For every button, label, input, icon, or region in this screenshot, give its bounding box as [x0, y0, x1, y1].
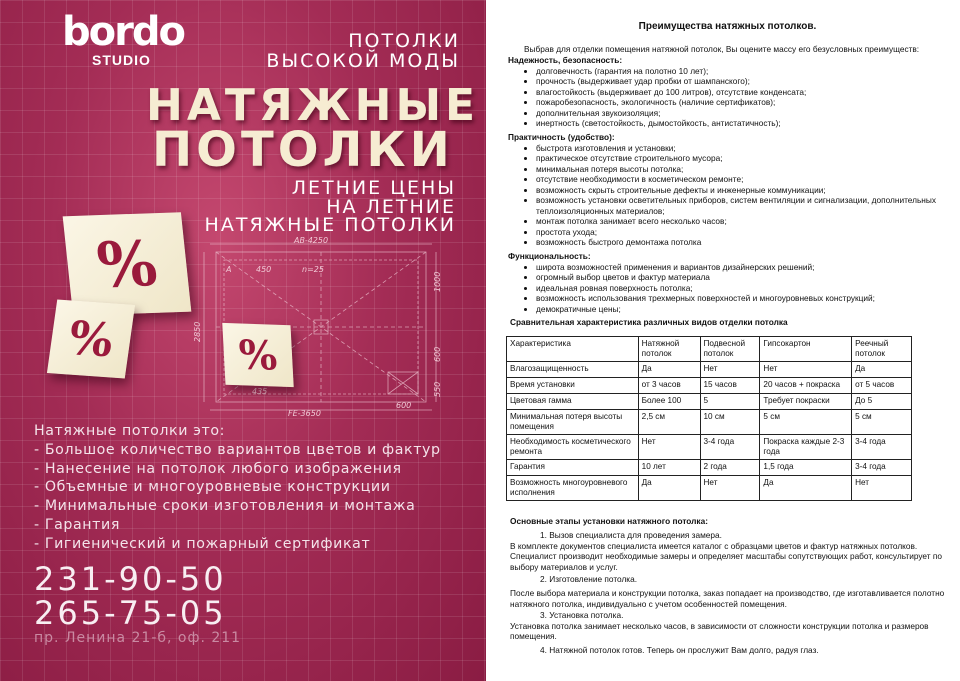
list-item: • возможность быстрого демонтажа потолка	[536, 237, 948, 248]
table-cell: 5 см	[852, 410, 912, 435]
section-reliability	[508, 55, 955, 129]
headline-line-1: НАТЯЖНЫЕ	[146, 80, 480, 131]
step-4	[510, 645, 945, 656]
plan-label-600v: 600	[433, 346, 442, 362]
table-cell: 3-4 года	[700, 435, 760, 460]
comparison-table	[506, 336, 912, 501]
table-cell: Нет	[852, 476, 912, 501]
table-cell: Да	[852, 362, 912, 378]
table-cell: Нет	[700, 476, 760, 501]
plan-label-fe: FE-3650	[288, 409, 321, 417]
section-practicality	[508, 132, 948, 248]
table-cell: Да	[638, 476, 700, 501]
table-header-cell: Гипсокартон	[760, 337, 852, 362]
list-item: • демократичные цены;	[536, 304, 955, 315]
feature-item: - Большое количество вариантов цветов и фактур	[34, 441, 441, 458]
tagline-line-1: ПОТОЛКИ	[348, 30, 460, 52]
table-cell: Нет	[700, 362, 760, 378]
table-header-cell: Натяжной потолок	[638, 337, 700, 362]
steps-list	[510, 530, 945, 572]
table-cell: 10 см	[700, 410, 760, 435]
document-intro: Выбрав для отделки помещения натяжной потолок, Вы оцените массу его безусловных преимуществ:	[524, 44, 920, 54]
table-row	[507, 394, 912, 410]
subheadline-line-1: ЛЕТНИЕ ЦЕНЫ	[291, 177, 456, 199]
table-header-row	[507, 337, 912, 362]
list-item: • пожаробезопасность, экологичность (наличие сертификатов);	[536, 97, 955, 108]
subheadline-line-2: НА ЛЕТНИЕ	[326, 196, 456, 218]
list-item: • монтаж потолка занимает всего несколько часов;	[536, 216, 948, 227]
table-cell: от 3 часов	[638, 378, 700, 394]
phone-number-2: 265-75-05	[34, 594, 227, 632]
percent-paper-large: %	[63, 212, 192, 316]
table-cell: Более 100	[638, 394, 700, 410]
table-cell: Да	[760, 476, 852, 501]
step-text: В комплекте документов специалиста имеется каталог с образцами цветов и фактур натяжных потолков. Специалист производит необходимые замеры и определяет масштабы сопутствующих работ, консультирует по выбору материалов и услуг.	[510, 540, 942, 572]
features-list	[34, 422, 441, 554]
table-cell: Нет	[760, 362, 852, 378]
list-item: • возможность скрыть строительные дефекты и инженерные коммуникации;	[536, 185, 948, 196]
plan-label-1000: 1000	[433, 271, 442, 292]
plan-label-435: 435	[252, 387, 268, 396]
step-3	[510, 610, 945, 642]
table-cell: 3-4 года	[852, 460, 912, 476]
plan-label-600: 600	[396, 401, 412, 410]
table-cell: Влагозащищенность	[507, 362, 639, 378]
list-item: • быстрота изготовления и установки;	[536, 143, 948, 154]
step-text: Установка потолка занимает несколько часов, в зависимости от сложности конструкции потолка и размеров помещения.	[510, 620, 929, 641]
list-item: • инертность (светостойкость, дымостойкость, антистатичность);	[536, 118, 955, 129]
table-row	[507, 435, 912, 460]
table-cell: 5	[700, 394, 760, 410]
features-heading: Натяжные потолки это:	[34, 423, 226, 439]
feature-item: - Гарантия	[34, 516, 120, 533]
table-cell: 1,5 года	[760, 460, 852, 476]
table-row	[507, 410, 912, 435]
feature-item: - Объемные и многоуровневые конструкции	[34, 479, 391, 496]
section-functionality	[508, 251, 955, 314]
table-cell: Гарантия	[507, 460, 639, 476]
step-2-text	[510, 588, 945, 609]
brand-logo-sub: STUDIO	[92, 52, 151, 68]
percent-paper-right: %	[222, 323, 293, 387]
plan-label-ab: AB-4250	[294, 236, 329, 245]
plan-label-550: 550	[433, 381, 442, 397]
table-cell: Цветовая гамма	[507, 394, 639, 410]
table-cell: Необходимость косметического ремонта	[507, 435, 639, 460]
percent-paper-left: %	[47, 300, 135, 379]
section-heading: Функциональность:	[508, 251, 591, 261]
table-cell: Нет	[638, 435, 700, 460]
table-cell: 2 года	[700, 460, 760, 476]
table-cell: 5 см	[760, 410, 852, 435]
table-row	[507, 460, 912, 476]
table-cell: До 5	[852, 394, 912, 410]
step-title: 1. Вызов специалиста для проведения замера.	[540, 530, 722, 540]
feature-item: - Нанесение на потолок любого изображения	[34, 460, 402, 477]
address: пр. Ленина 21-б, оф. 211	[34, 630, 242, 646]
table-cell: Покраска каждые 2-3 года	[760, 435, 852, 460]
list-item: • отсутствие необходимости в косметическом ремонте;	[536, 174, 948, 185]
table-cell: Возможность многоуровневого исполнения	[507, 476, 639, 501]
list-item: • минимальная потеря высоты потолка;	[536, 164, 948, 175]
plan-label-2850: 2850	[193, 321, 202, 342]
list-item: • широта возможностей применения и вариантов дизайнерских решений;	[536, 262, 955, 273]
feature-item: - Минимальные сроки изготовления и монтажа	[34, 498, 416, 515]
step-text: После выбора материала и конструкции потолка, заказ попадает на производство, где изготавливается полотно натяжного потолка, индивидуально с учетом особенностей помещения.	[510, 588, 945, 609]
list-item: • прочность (выдерживает удар пробки от шампанского);	[536, 76, 955, 87]
table-header-cell: Реечный потолок	[852, 337, 912, 362]
table-cell: 3-4 года	[852, 435, 912, 460]
list-item: • огромный выбор цветов и фактур материала	[536, 272, 955, 283]
steps-title: Основные этапы установки натяжного потолка:	[510, 516, 708, 526]
headline-line-2: ПОТОЛКИ	[152, 122, 454, 178]
step-title: 4. Натяжной потолок готов. Теперь он прослужит Вам долго, радуя глаз.	[540, 645, 819, 655]
table-cell: от 5 часов	[852, 378, 912, 394]
table-row	[507, 476, 912, 501]
step-title: 3. Установка потолка.	[540, 610, 624, 620]
phone-number-1: 231-90-50	[34, 560, 227, 598]
subheadline-line-3: НАТЯЖНЫЕ ПОТОЛКИ	[204, 214, 456, 236]
table-cell: 15 часов	[700, 378, 760, 394]
table-cell: Время установки	[507, 378, 639, 394]
table-header-cell: Характеристика	[507, 337, 639, 362]
plan-label-n: n=25	[302, 265, 324, 274]
table-title: Сравнительная характеристика различных видов отделки потолка	[510, 317, 788, 327]
document-title: Преимущества натяжных потолков.	[638, 21, 817, 32]
table-cell: Минимальная потеря высоты помещения	[507, 410, 639, 435]
feature-item: - Гигиенический и пожарный сертификат	[34, 535, 371, 552]
list-item: • практическое отсутствие строительного мусора;	[536, 153, 948, 164]
document-page	[500, 0, 955, 681]
list-item: • простота ухода;	[536, 227, 948, 238]
list-item: • идеальная ровная поверхность потолка;	[536, 283, 955, 294]
list-item: • долговечность (гарантия на полотно 10 лет);	[536, 66, 955, 77]
table-cell: 2,5 см	[638, 410, 700, 435]
step-2	[510, 574, 945, 585]
list-item: • дополнительная звукоизоляция;	[536, 108, 955, 119]
list-item: • влагостойкость (выдерживает до 100 литров), отсутствие конденсата;	[536, 87, 955, 98]
table-cell: Требует покраски	[760, 394, 852, 410]
table-cell: Да	[638, 362, 700, 378]
list-item: • возможность использования трехмерных поверхностей и многоуровневых конструкций;	[536, 293, 955, 304]
table-cell: 10 лет	[638, 460, 700, 476]
table-cell: 20 часов + покраска	[760, 378, 852, 394]
tagline-line-2: ВЫСОКОЙ МОДЫ	[266, 50, 460, 72]
brand-logo: bordo	[62, 9, 184, 55]
plan-label-450: 450	[256, 265, 272, 274]
section-heading: Практичность (удобство):	[508, 132, 615, 142]
plan-label-a: A	[226, 265, 232, 274]
table-row	[507, 378, 912, 394]
table-row	[507, 362, 912, 378]
list-item: • возможность установки осветительных приборов, систем вентиляции и сигнализации, дополнительных теплоизоляционных материалов;	[536, 195, 948, 216]
step-title: 2. Изготовление потолка.	[540, 574, 638, 584]
table-header-cell: Подвесной потолок	[700, 337, 760, 362]
section-heading: Надежность, безопасность:	[508, 55, 623, 65]
